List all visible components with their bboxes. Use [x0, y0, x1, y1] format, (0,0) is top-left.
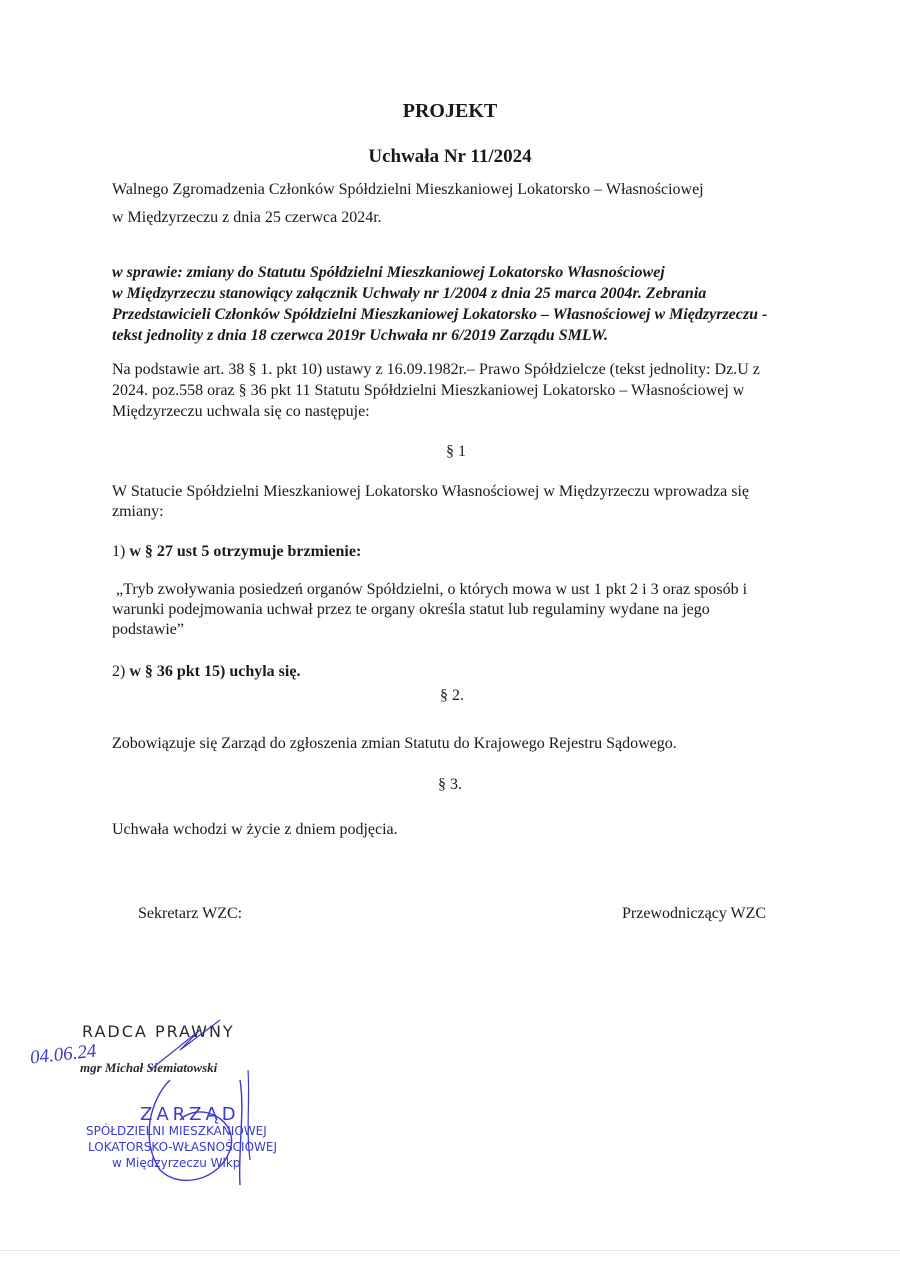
- document-label: PROJEKT: [402, 100, 498, 122]
- subject-line3: Przedstawicieli Członków Spółdzielni Mieszkaniowej Lokatorsko – Własnościowej w Międzyrzeczu -: [112, 306, 768, 323]
- resolution-subtitle-line1: Walnego Zgromadzenia Członków Spółdzielni Mieszkaniowej Lokatorsko – Własnościowej: [112, 181, 704, 198]
- legal-counsel-stamp-name: mgr Michał Siemiatowski: [80, 1060, 218, 1075]
- resolution-title: Uchwała Nr 11/2024: [368, 146, 532, 167]
- section2-heading: § 2.: [440, 687, 464, 704]
- section1-heading: § 1: [446, 443, 466, 460]
- legal-counsel-stamp-title: RADCA PRAWNY: [82, 1022, 235, 1041]
- amendment-item-1: [112, 542, 361, 562]
- amendment-item-2: [112, 662, 300, 682]
- page-bottom-edge: [0, 1250, 900, 1251]
- section1-intro-line2: zmiany:: [112, 503, 164, 520]
- signature-chair-label: Przewodniczący WZC: [622, 905, 767, 922]
- amendment-item-1-text: w § 27 ust 5 otrzymuje brzmienie:: [129, 543, 362, 560]
- signature-scribble: [110, 1010, 280, 1190]
- basis-line1: Na podstawie art. 38 § 1. pkt 10) ustawy z 16.09.1982r.– Prawo Spółdzielcze (tekst jednolity: Dz.U z: [112, 361, 760, 378]
- amendment-item-2-text: w § 36 pkt 15) uchyla się.: [129, 663, 301, 680]
- board-stamp-line3: LOKATORSKO-WŁASNOŚCIOWEJ: [88, 1140, 278, 1154]
- handwritten-date: 04.06.24: [29, 1040, 98, 1069]
- amendment-item-1-number: 1): [112, 543, 130, 560]
- board-stamp-line4: w Międzyrzeczu Wlkp: [112, 1156, 241, 1170]
- section1-intro-line1: W Statucie Spółdzielni Mieszkaniowej Lokatorsko Własnościowej w Międzyrzeczu wprowadza się: [112, 483, 749, 500]
- board-stamp-title: ZARZĄD: [140, 1104, 240, 1125]
- subject-line1: w sprawie: zmiany do Statutu Spółdzielni Mieszkaniowej Lokatorsko Własnościowej: [112, 264, 665, 281]
- section3-heading: § 3.: [438, 776, 462, 793]
- board-stamp-line2: SPÓŁDZIELNI MIESZKANIOWEJ: [86, 1124, 267, 1138]
- subject-line2: w Międzyrzeczu stanowiący załącznik Uchwały nr 1/2004 z dnia 25 marca 2004r. Zebrania: [112, 285, 707, 302]
- section3-text: Uchwała wchodzi w życie z dniem podjęcia.: [112, 821, 398, 838]
- resolution-subtitle-line2: w Międzyrzeczu z dnia 25 czerwca 2024r.: [112, 209, 382, 226]
- signature-secretary-label: Sekretarz WZC:: [138, 905, 243, 922]
- subject-line4: tekst jednolity z dnia 18 czerwca 2019r Uchwała nr 6/2019 Zarządu SMLW.: [112, 327, 609, 344]
- section2-text: Zobowiązuje się Zarząd do zgłoszenia zmian Statutu do Krajowego Rejestru Sądowego.: [112, 735, 677, 752]
- quote-line1: „Tryb zwoływania posiedzeń organów Spółdzielni, o których mowa w ust 1 pkt 2 i 3 oraz sposób i: [116, 581, 748, 598]
- basis-line2: 2024. poz.558 oraz § 36 pkt 11 Statutu Spółdzielni Mieszkaniowej Lokatorsko – Własnościowej w: [112, 382, 745, 399]
- quote-line3: podstawie”: [112, 621, 184, 638]
- amendment-item-2-number: 2): [112, 663, 130, 680]
- basis-line3: Międzyrzeczu uchwala się co następuje:: [112, 403, 370, 420]
- quote-line2: warunki podejmowania uchwał przez te organy określa statut lub regulaminy wydane na jego: [112, 601, 710, 618]
